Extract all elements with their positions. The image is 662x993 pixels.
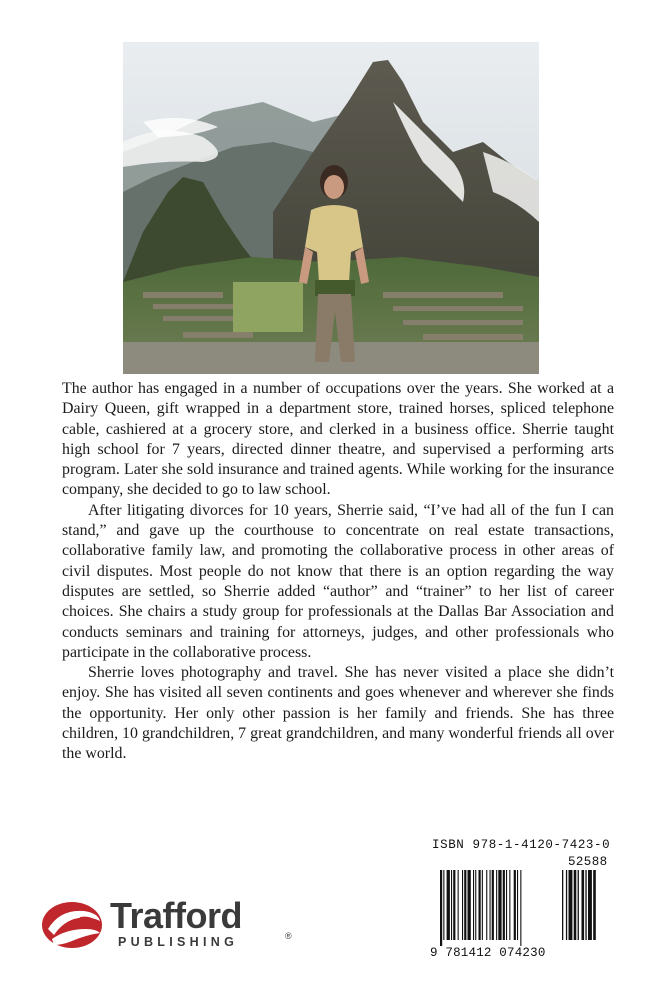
trafford-swirl-icon [40, 895, 108, 953]
barcode-digits: 9 781412 074230 [430, 946, 546, 960]
registered-mark: ® [285, 931, 292, 941]
bio-paragraph: The author has engaged in a number of occupations over the years. She worked at a Dairy Queen, gift wrapped in a department store, trained horses, spliced telephone cable, cashiered at a grocery store, and clerked in a business office. Sherrie taught high school for 7 years, directed dinner theatre, and supervised a performing arts program. Later she sold insurance and trained agents. While working for the insurance company, she decided to go to law school. [62, 380, 614, 499]
author-bio [62, 379, 614, 765]
publisher-name: Trafford [110, 895, 243, 936]
publisher-logo [40, 895, 300, 955]
bio-paragraph: After litigating divorces for 10 years, Sherrie said, “I’ve had all of the fun I can stand,” and gave up the courthouse to concentrate on real estate transactions, collaborative family law, and promoting the collaborative process in other areas of civil disputes. Most people do not know that there is an option regarding the way disputes are settled, so Sherrie added “author” and “trainer” to her list of career choices. She chairs a study group for professionals at the Dallas Bar Association and conducts seminars and training for attorneys, judges, and other professionals who participate in the collaborative process. [62, 501, 614, 661]
barcode-bars [430, 870, 620, 946]
price-code: 52588 [568, 855, 608, 869]
author-photo [123, 42, 539, 374]
bio-paragraph: Sherrie loves photography and travel. She has never visited a place she didn’t enjoy. She has visited all seven continents and goes whenever and wherever she finds the opportunity. Her only other passion is her family and friends. She has three children, 10 grandchildren, 7 great grandchildren, and many wonderful friends all over the world. [62, 664, 614, 763]
isbn-barcode [430, 838, 620, 966]
isbn-text: ISBN 978-1-4120-7423-0 [432, 838, 611, 852]
publisher-subtitle: PUBLISHING [118, 935, 239, 949]
